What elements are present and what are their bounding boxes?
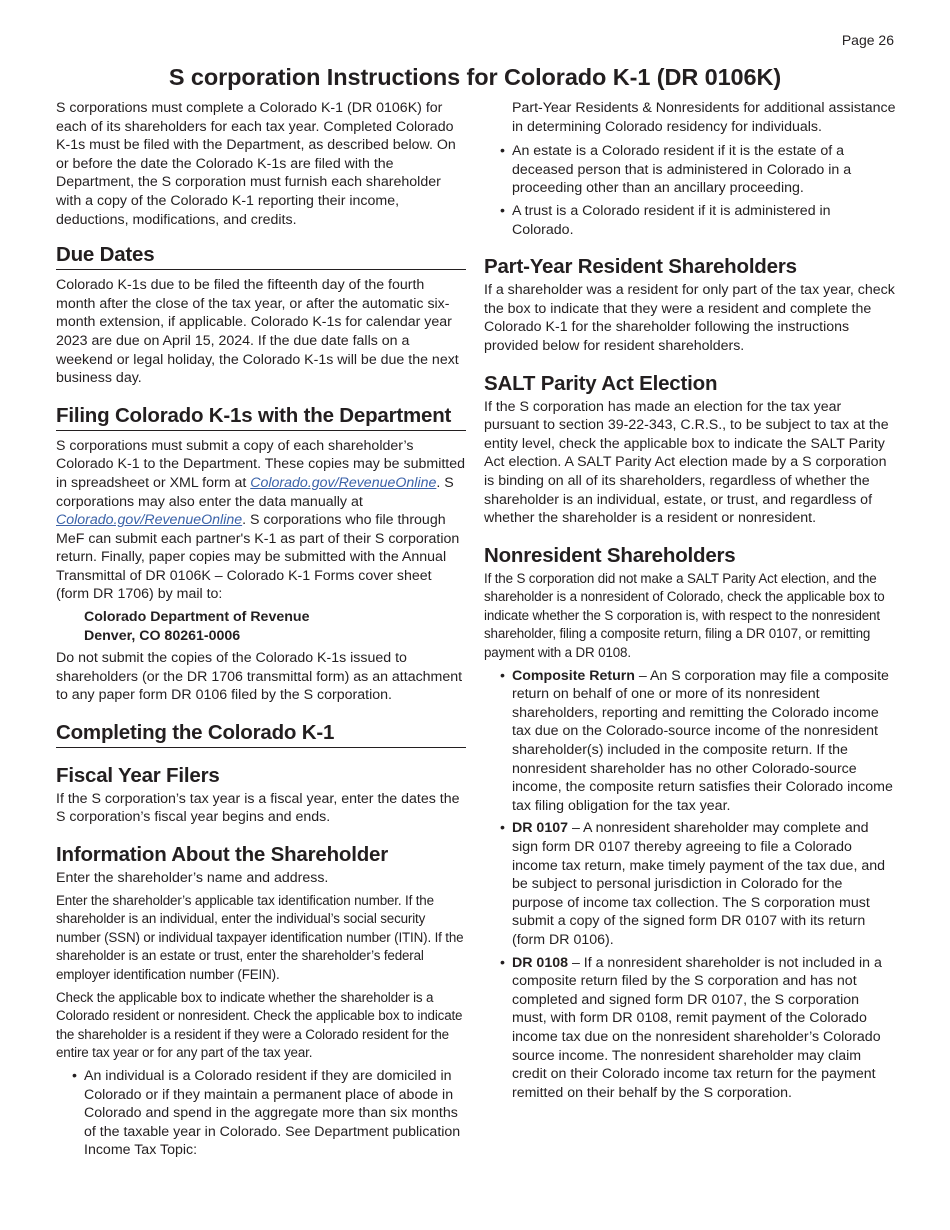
part-year-heading: Part-Year Resident Shareholders — [484, 255, 797, 279]
address-line-2: Denver, CO 80261-0006 — [84, 628, 241, 645]
dr0108-bullet — [512, 954, 896, 1103]
filing-paragraph — [56, 437, 466, 604]
trust-bullet: • A trust is a Colorado resident if it is administered in Colorado. — [512, 202, 896, 239]
nonresident-heading: Nonresident Shareholders — [484, 543, 736, 567]
dr0107-label: DR 0107 — [512, 820, 568, 837]
intro-paragraph: S corporations must complete a Colorado K-1 (DR 0106K) for each of its shareholders for each tax year. Completed Colorado K-1s must be filed with the Department, as described below. On or before the date the Colorado K-1s are filed with the Department, the S corporation must furnish each shareholder with a copy of the Colorado K-1 reporting their income, deductions, modifications, and credits. — [56, 100, 456, 228]
filing-text-1: S corporations must submit a copy of each shareholder’s Colorado K-1 to the Department. These copies may be submitted in spreadsheet or XML form at — [56, 437, 466, 491]
composite-return-label: Composite Return — [512, 667, 635, 684]
right-column — [484, 99, 896, 1106]
completing-heading: Completing the Colorado K-1 — [56, 721, 466, 748]
nonresident-options-list — [484, 667, 896, 1103]
individual-bullet: • An individual is a Colorado resident if they are domiciled in Colorado or if they maintain a permanent place of abode in Colorado and spend in the aggregate more than six months of the taxable year in Colorado. See Department publication Income Tax Topic: — [84, 1067, 466, 1160]
composite-return-bullet — [512, 667, 896, 816]
revenue-online-link-1[interactable]: Colorado.gov/RevenueOnline — [250, 474, 437, 491]
fiscal-year-paragraph: If the S corporation’s tax year is a fiscal year, enter the dates the S corporation’s fiscal year begins and ends. — [56, 790, 460, 826]
salt-parity-heading: SALT Parity Act Election — [484, 371, 718, 395]
mailing-address — [56, 608, 466, 646]
due-dates-paragraph: Colorado K-1s due to be filed the fifteenth day of the fourth month after the close of the tax year, or after the automatic six-month extension, if applicable. Colorado K-1s for calendar year 2023 are due on April 15, 2024. If the due date falls on a weekend or legal holiday, the Colorado K-1s will be due the next business day. — [56, 277, 459, 387]
revenue-online-link-2[interactable]: Colorado.gov/RevenueOnline — [56, 512, 243, 529]
residency-list-continued — [484, 142, 896, 239]
filing-heading: Filing Colorado K-1s with the Department — [56, 404, 466, 431]
left-column — [56, 99, 466, 1164]
tax-id-paragraph: Enter the shareholder’s applicable tax identification number. If the shareholder is an individual, enter the individual’s social security number (SSN) or individual taxpayer identification number (ITIN). If the shareholder is an estate or trust, enter the shareholder’s federal employer identification number (FEIN). — [56, 892, 464, 982]
shareholder-info-heading: Information About the Shareholder — [56, 843, 389, 867]
residency-list — [56, 1067, 466, 1160]
part-year-paragraph: If a shareholder was a resident for only part of the tax year, check the box to indicate that they were a resident and complete the Colorado K-1 for the shareholder following the instructions provided below for resident shareholders. — [484, 282, 895, 354]
composite-return-text: – An S corporation may file a composite return on behalf of one or more of its nonresident shareholders, reporting and remitting the Colorado income tax due on the Colorado-source income of the nonresident shareholder(s) included in the composite return. If the nonresident shareholder has no other Colorado-source income, the composite return satisfies their Colorado income tax filing obligation for the tax year. — [512, 667, 893, 814]
dr0108-text: – If a nonresident shareholder is not included in a composite return filed by the S corporation and has not completed and signed form DR 0107, the S corporation must, with form DR 0108, remit payment of the Colorado income tax due on the nonresident shareholder’s Colorado source income. The nonresident shareholder may claim credit on their Colorado income tax return for the payment remitted on their behalf by the S corporation. — [512, 954, 882, 1101]
address-line-1: Colorado Department of Revenue — [84, 609, 310, 626]
due-dates-heading: Due Dates — [56, 243, 466, 270]
filing-text-2: . S corporations may also enter the data manually at — [56, 474, 454, 510]
salt-parity-paragraph: If the S corporation has made an election for the tax year pursuant to section 39-22-343, C.R.S., to be subject to tax at the entity level, check the applicable box to indicate the SALT Parity Act election. A SALT Parity Act election made by a S corporation is binding on all of its shareholders, regardless of whether the shareholder is an individual, estate, or trust, and regardless of whether the shareholder is a resident or nonresident. — [484, 398, 889, 527]
filing-text-3: . S corporations who file through MeF can submit each partner's K-1 as part of their S corporation return. Finally, paper copies may be submitted with the Annual Transmittal of DR 0106K – Colorado K-1 Forms cover sheet (form DR 1706) by mail to: — [56, 512, 460, 603]
shareholder-name-paragraph: Enter the shareholder’s name and address. — [56, 870, 329, 887]
page-title: S corporation Instructions for Colorado K-1 (DR 0106K) — [168, 64, 782, 90]
dr0107-text: – A nonresident shareholder may complete and sign form DR 0107 thereby agreeing to file a Colorado income tax return, make timely payment of the tax due, and be subject to personal jurisdiction in Colorado for the purpose of income tax collection. The S corporation must submit a copy of the signed form DR 0107 with its return (form DR 0106). — [512, 820, 886, 948]
page-number: Page 26 — [841, 32, 894, 48]
residency-paragraph: Check the applicable box to indicate whether the shareholder is a Colorado resident or nonresident. Check the applicable box to indicate the shareholder is a resident if they were a Colorado resident for the entire tax year or for any part of the tax year. — [56, 989, 463, 1061]
do-not-submit-paragraph: Do not submit the copies of the Colorado K-1s issued to shareholders (or the DR 1706 transmittal form) as an attachment to any paper form DR 0106 filed by the S corporation. — [56, 650, 463, 704]
estate-bullet: • An estate is a Colorado resident if it is the estate of a deceased person that is administered in Colorado in a proceeding other than an ancillary proceeding. — [512, 142, 896, 198]
fiscal-year-heading: Fiscal Year Filers — [56, 763, 220, 787]
residency-continuation: Part-Year Residents & Nonresidents for additional assistance in determining Colorado residency for individuals. — [512, 100, 896, 135]
nonresident-paragraph: If the S corporation did not make a SALT Parity Act election, and the shareholder is a nonresident of Colorado, check the applicable box to indicate whether the S corporation is, with respect to the nonresident shareholder, filing a composite return, filing a DR 0107, or remitting payment with a DR 0108. — [484, 570, 885, 661]
dr0107-bullet — [512, 819, 896, 949]
dr0108-label: DR 0108 — [512, 954, 568, 971]
